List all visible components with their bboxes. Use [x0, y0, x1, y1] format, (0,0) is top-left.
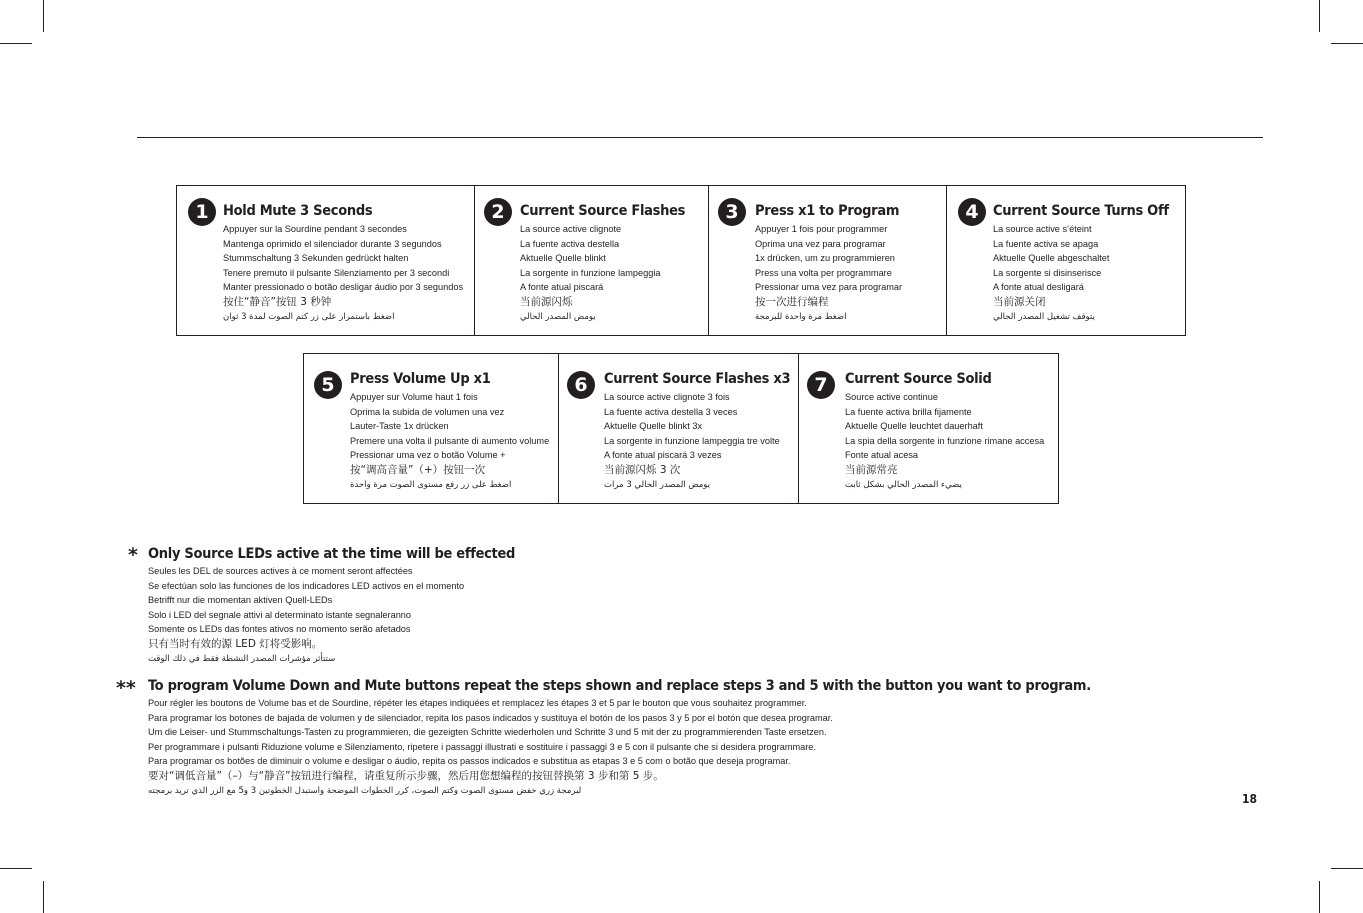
translation-line-arabic: يومض المصدر الحالي — [520, 311, 596, 322]
step-translations — [604, 390, 780, 492]
asterisk-marker: * — [128, 544, 138, 566]
crop-mark — [1319, 0, 1320, 32]
step-6 — [559, 354, 799, 503]
translation-line-chinese: 当前源关闭 — [993, 295, 1046, 308]
translation-line: Manter pressionado o botão desligar áudio por 3 segundos — [223, 282, 464, 293]
translation-line: Um die Leiser- und Stummschaltungs-Tasten zu programmieren, die gezeigten Schritte wiederholen und Schritte 3 und 5 mit der zu programmierenden Taste ersetzen. — [148, 727, 827, 738]
crop-mark — [1319, 881, 1320, 913]
step-3 — [709, 186, 947, 335]
translation-line: A fonte atual piscará 3 vezes — [604, 450, 722, 461]
translation-line: Pressionar uma vez o botão Volume + — [350, 450, 506, 461]
translation-line: A fonte atual desligará — [993, 282, 1084, 293]
step-title: Current Source Solid — [845, 371, 992, 387]
translation-line-arabic: لبرمجة زري خفض مستوى الصوت وكتم الصوت، كرر الخطوات الموضحة واستبدل الخطوتين 3 و5 مع الزر الذي تريد برمجته — [148, 785, 582, 796]
translation-line-chinese: 当前源闪烁 — [520, 295, 573, 308]
step-translations — [350, 390, 549, 492]
translation-line: Aktuelle Quelle leuchtet dauerhaft — [845, 421, 983, 432]
translation-line: Stummschaltung 3 Sekunden gedrückt halten — [223, 253, 409, 264]
translation-line-chinese: 按一次进行编程 — [755, 295, 829, 308]
translation-line-chinese: 按“调高音量”（+）按钮一次 — [350, 463, 486, 476]
translation-line: Premere una volta il pulsante di aumento volume — [350, 435, 550, 446]
step-translations — [993, 222, 1109, 324]
translation-line-arabic: يتوقف تشغيل المصدر الحالي — [993, 311, 1095, 322]
translation-line: Para programar os botões de diminuir o volume e desligar o áudio, repita os passos indicados e substitua as etapas 3 e 5 com o botão que deseja programar. — [148, 756, 791, 767]
translation-line-chinese: 当前源常亮 — [845, 463, 898, 476]
translation-line: Aktuelle Quelle blinkt 3x — [604, 421, 703, 432]
step-title: Hold Mute 3 Seconds — [223, 203, 373, 219]
steps-row-2 — [303, 353, 1059, 504]
translation-line: La source active clignote 3 fois — [604, 392, 730, 402]
translation-line: Pour régler les boutons de Volume bas et de Sourdine, répéter les étapes indiquées et remplacez les étapes 3 et 5 par le bouton que vous souhaitez programmer. — [148, 698, 807, 708]
translation-line: La sorgente in funzione lampeggia — [520, 267, 661, 278]
translation-line: Press una volta per programmare — [755, 267, 892, 278]
translation-line-arabic: يومض المصدر الحالي 3 مرات — [604, 479, 711, 490]
translation-line: Source active continue — [845, 392, 938, 402]
double-asterisk-marker: ** — [116, 677, 136, 699]
translation-line-arabic: ستتأثر مؤشرات المصدر النشطة فقط في ذلك الوقت — [148, 653, 336, 664]
steps-row-1 — [176, 185, 1186, 336]
step-7 — [799, 354, 1058, 503]
translation-line-arabic: اضغط مرة واحدة للبرمجة — [755, 311, 847, 322]
note-translations — [148, 564, 464, 666]
translation-line-arabic: يضيء المصدر الحالي بشكل ثابت — [845, 479, 962, 490]
translation-line: La source active clignote — [520, 224, 622, 234]
step-number-badge: 2 — [484, 198, 512, 226]
step-2 — [475, 186, 709, 335]
step-4 — [947, 186, 1185, 335]
translation-line: Appuyer sur Volume haut 1 fois — [350, 392, 478, 402]
step-number-badge: 7 — [807, 371, 835, 399]
translation-line-chinese: 按住“静音”按钮 3 秒钟 — [223, 295, 332, 308]
translation-line: La sorgente in funzione lampeggia tre volte — [604, 435, 780, 446]
translation-line: Aktuelle Quelle abgeschaltet — [993, 253, 1110, 264]
translation-line: Pressionar uma vez para programar — [755, 282, 903, 293]
crop-mark — [0, 868, 32, 869]
translation-line: Tenere premuto il pulsante Silenziamento per 3 secondi — [223, 267, 450, 278]
page-number: 18 — [1242, 792, 1258, 806]
crop-mark — [1331, 868, 1363, 869]
step-number-badge: 6 — [567, 371, 595, 399]
translation-line: Para programar los botones de bajada de volumen y de silenciador, repita los pasos indicados y sustituya el botón de los pasos 3 y 5 por el botón que desea programar. — [148, 712, 833, 723]
translation-line: La fuente activa destella — [520, 238, 620, 249]
crop-mark — [1331, 43, 1363, 44]
translation-line: La fuente activa brilla fijamente — [845, 406, 972, 417]
step-title: Current Source Flashes x3 — [604, 371, 791, 387]
translation-line-chinese: 只有当时有效的源 LED 灯将受影响。 — [148, 637, 323, 650]
step-translations — [223, 222, 463, 324]
translation-line: Somente os LEDs das fontes ativos no momento serão afetados — [148, 624, 411, 635]
translation-line: A fonte atual piscará — [520, 282, 604, 293]
step-title: Press x1 to Program — [755, 203, 900, 219]
note-title: To program Volume Down and Mute buttons repeat the steps shown and replace steps 3 and 5 with the button you want to program. — [148, 678, 1091, 694]
translation-line: La source active s’éteint — [993, 224, 1092, 234]
translation-line: Seules les DEL de sources actives à ce moment seront affectées — [148, 566, 413, 576]
translation-line: Aktuelle Quelle blinkt — [520, 253, 606, 264]
translation-line: Appuyer sur la Sourdine pendant 3 secondes — [223, 224, 407, 234]
step-translations — [520, 222, 660, 324]
note-title: Only Source LEDs active at the time will be effected — [148, 546, 516, 562]
translation-line: Appuyer 1 fois pour programmer — [755, 224, 888, 234]
step-number-badge: 1 — [188, 198, 216, 226]
step-5 — [304, 354, 559, 503]
translation-line: Solo i LED del segnale attivi al determinato istante segnaleranno — [148, 609, 412, 620]
translation-line: Lauter-Taste 1x drücken — [350, 421, 449, 432]
step-title: Current Source Flashes — [520, 203, 686, 219]
translation-line: Fonte atual acesa — [845, 450, 919, 461]
note-translations — [148, 696, 833, 798]
translation-line: Mantenga oprimido el silenciador durante 3 segundos — [223, 238, 442, 249]
translation-line: Se efectúan solo las funciones de los indicadores LED activos en el momento — [148, 580, 465, 591]
step-number-badge: 5 — [314, 371, 342, 399]
translation-line: La fuente activa destella 3 veces — [604, 406, 738, 417]
translation-line-arabic: اضغط باستمرار على زر كتم الصوت لمدة 3 ثوان — [223, 311, 395, 322]
translation-line: Per programmare i pulsanti Riduzione volume e Silenziamento, ripetere i passaggi illustrati e sostituire i passaggi 3 e 5 con il pulsante che si desidera programmare. — [148, 741, 816, 752]
translation-line: La spia della sorgente in funzione rimane accesa — [845, 435, 1045, 446]
crop-mark — [43, 0, 44, 32]
step-1 — [177, 186, 475, 335]
step-title: Current Source Turns Off — [993, 203, 1169, 219]
translation-line-chinese: 要对“调低音量”（–）与“静音”按钮进行编程，请重复所示步骤，然后用您想编程的按钮替换第 3 步和第 5 步。 — [148, 769, 664, 782]
step-number-badge: 4 — [958, 198, 986, 226]
step-translations — [755, 222, 902, 324]
translation-line: La sorgente si disinserisce — [993, 267, 1102, 278]
translation-line-arabic: اضغط على زر رفع مستوى الصوت مرة واحدة — [350, 479, 512, 490]
crop-mark — [0, 43, 32, 44]
step-translations — [845, 390, 1044, 492]
translation-line: 1x drücken, um zu programmieren — [755, 253, 895, 264]
translation-line: Betrifft nur die momentan aktiven Quell-LEDs — [148, 595, 333, 606]
translation-line-chinese: 当前源闪烁 3 次 — [604, 463, 681, 476]
translation-line: Oprima la subida de volumen una vez — [350, 406, 505, 417]
crop-mark — [43, 881, 44, 913]
step-number-badge: 3 — [718, 198, 746, 226]
translation-line: La fuente activa se apaga — [993, 238, 1099, 249]
translation-line: Oprima una vez para programar — [755, 238, 886, 249]
step-title: Press Volume Up x1 — [350, 371, 491, 387]
header-rule — [137, 137, 1263, 138]
